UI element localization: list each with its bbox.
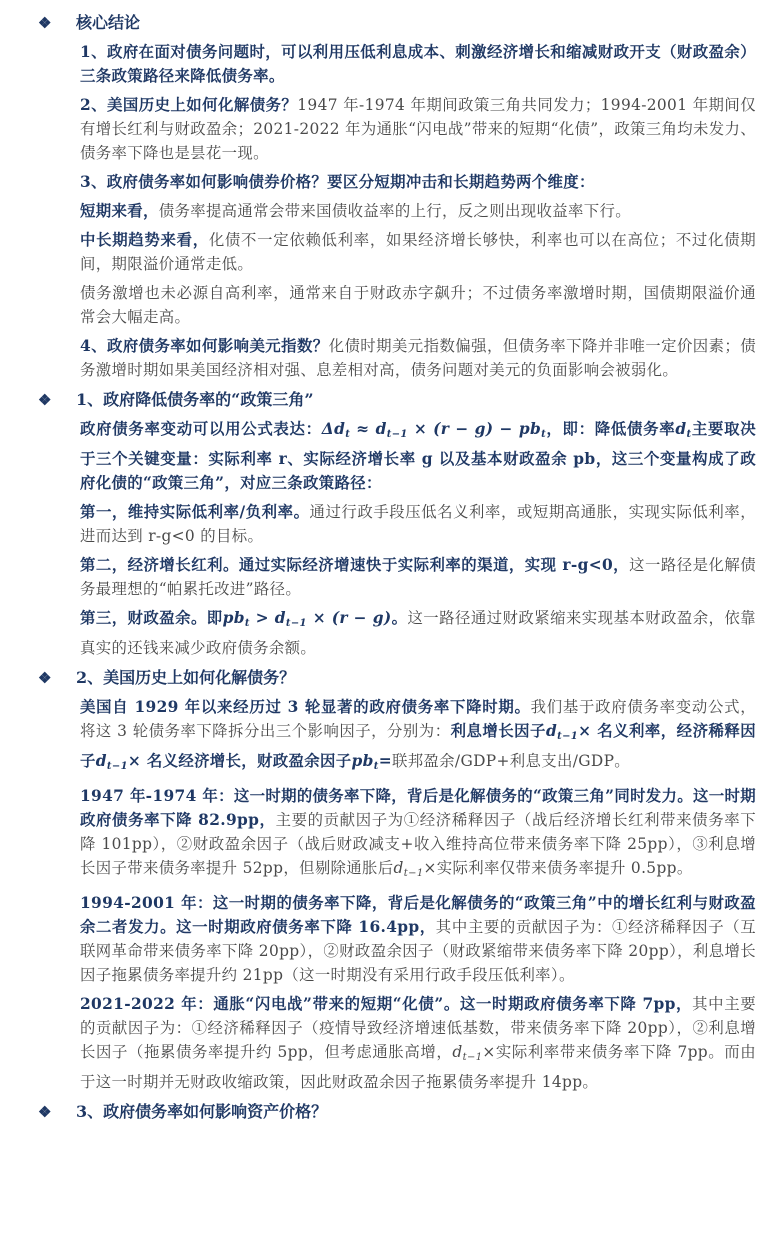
body-text: 我们基于政府债务率变动公式，将这 3 轮债务率下降拆分出三个影响因子，分别为： xyxy=(80,698,756,740)
section-heading-text: 3、政府债务率如何影响资产价格？ xyxy=(76,1102,328,1121)
bold-text: 政府债务率变动可以用公式表达： xyxy=(80,420,322,438)
bold-text: 2021-2022 年：通胀“闪电战”带来的短期“化债”。这一时期政府债务率下降 7pp， xyxy=(80,995,693,1013)
body-text: 化债时期美元指数偏强，但债务率下降并非唯一定价因素；债务激增时期如果美国经济相对强、息差相对高，债务问题对美元的负面影响会被弱化。 xyxy=(80,337,757,379)
bold-text: 。 xyxy=(391,609,408,627)
section-heading xyxy=(40,1099,756,1125)
paragraph xyxy=(80,199,756,223)
formula: $pb_t$ xyxy=(351,752,379,772)
body-text: 联邦盈余/GDP+利息支出/GDP。 xyxy=(391,752,631,770)
paragraph xyxy=(80,93,756,165)
paragraph xyxy=(80,695,756,779)
bold-text: 主要取决于三个关键变量：实际利率 r、实际经济增长率 g 以及基本财政盈余 pb，这三个变量构成了政府化债的“政策三角”，对应三条政策路径： xyxy=(80,420,756,492)
formula: $d_{t-1}$ xyxy=(545,722,579,742)
formula: $d_{t-1}$ xyxy=(452,1043,483,1063)
formula: $d_{t-1}$ xyxy=(393,859,424,879)
formula: $\Delta d_t \approx d_{t-1} \times (r - g) - pb_t$ xyxy=(321,420,547,440)
paragraph xyxy=(80,334,756,382)
bold-text: 短期来看， xyxy=(80,202,159,220)
body-text: 债务率提高通常会带来国债收益率的上行，反之则出现收益率下行。 xyxy=(158,202,631,220)
paragraph xyxy=(80,228,756,276)
paragraph xyxy=(80,170,756,194)
bold-text: 2、美国历史上如何化解债务？ xyxy=(80,96,298,114)
bold-text: ，即：降低债务率 xyxy=(546,420,676,438)
paragraph xyxy=(80,417,756,495)
formula: $d_{t-1}$ xyxy=(95,752,128,772)
paragraph xyxy=(80,281,756,329)
bold-text: × 名义经济增长，财政盈余因子 xyxy=(127,752,352,770)
body-text: 其中主要的贡献因子为：①经济稀释因子（互联网革命带来债务率下降 20pp），②财政盈余因子（财政紧缩带来债务率下降 20pp），利息增长因子拖累债务率提升约 21pp（这一时期没有采用行政手段压低利率）。 xyxy=(80,918,756,984)
section-heading xyxy=(40,10,756,36)
body-text: 债务激增也未必源自高利率，通常来自于财政赤字飙升；不过债务率激增时期，国债期限溢价通常会大幅走高。 xyxy=(80,284,756,326)
paragraph xyxy=(80,553,756,601)
bold-text: 利息增长因子 xyxy=(450,722,546,740)
formula: $d_t$ xyxy=(675,420,692,440)
paragraph xyxy=(80,500,756,548)
bold-text: 中长期趋势来看， xyxy=(80,231,209,249)
bold-text: 3、政府债务率如何影响债券价格？要区分短期冲击和长期趋势两个维度： xyxy=(80,173,595,191)
body-text: 主要的贡献因子为①经济稀释因子（战后经济增长红利带来债务率下降 101pp），②财政盈余因子（战后财政减支+收入维持高位带来债务率下降 25pp），③利息增长因子带来债务率提升 52pp，但剔除通胀后 xyxy=(80,811,756,877)
bold-text: 第一，维持实际低利率/负利率。 xyxy=(80,503,310,521)
diamond-bullet-icon: ❖ xyxy=(38,669,52,687)
body-text: 通过行政手段压低名义利率，或短期高通胀，实现实际低利率，进而达到 r-g<0 的目标。 xyxy=(80,503,756,545)
section-heading-text: 1、政府降低债务率的“政策三角” xyxy=(76,390,314,409)
bold-text: 第二，经济增长红利。通过实际经济增速快于实际利率的渠道，实现 r-g<0， xyxy=(80,556,630,574)
body-text: 1947 年-1974 年期间政策三角共同发力；1994-2001 年期间仅有增长红利与财政盈余；2021-2022 年为通胀“闪电战”带来的短期“化债”，政策三角均未发力、债务率下降也是昙花一现。 xyxy=(80,96,757,162)
bold-text: 第三，财政盈余。即 xyxy=(80,609,223,627)
paragraph xyxy=(80,784,756,886)
bold-text: 1947 年-1974 年：这一时期的债务率下降，背后是化解债务的“政策三角”同时发力。这一时期政府债务率下降 82.9pp， xyxy=(80,787,756,829)
body-text: 其中主要的贡献因子为：①经济稀释因子（疫情导致经济增速低基数，带来债务率下降 20pp），②利息增长因子（拖累债务率提升约 5pp，但考虑通胀高增， xyxy=(80,995,756,1061)
body-text: ×实际利率仅带来债务率提升 0.5pp。 xyxy=(423,859,693,877)
section-heading-text: 核心结论 xyxy=(76,13,141,32)
section-heading xyxy=(40,665,756,691)
bold-text: = xyxy=(378,752,392,770)
body-text: 化债不一定依赖低利率，如果经济增长够快，利率也可以在高位；不过化债期间，期限溢价通常走低。 xyxy=(80,231,756,273)
body-text: ×实际利率带来债务率下降 7pp。而由于这一时期并无财政收缩政策，因此财政盈余因子拖累债务率提升 14pp。 xyxy=(80,1043,757,1091)
bold-text: 4、政府债务率如何影响美元指数？ xyxy=(80,337,329,355)
diamond-bullet-icon: ❖ xyxy=(38,14,52,32)
diamond-bullet-icon: ❖ xyxy=(38,391,52,409)
section-heading-text: 2、美国历史上如何化解债务？ xyxy=(76,668,296,687)
paragraph xyxy=(80,606,756,660)
paragraph xyxy=(80,992,756,1094)
section-heading xyxy=(40,387,756,413)
formula: $pb_t > d_{t-1} \times (r - g)$ xyxy=(222,609,392,629)
paragraph xyxy=(80,40,756,88)
body-text: 这一路径通过财政紧缩来实现基本财政盈余，依靠真实的还钱来减少政府债务余额。 xyxy=(80,609,756,657)
bold-text: 美国自 1929 年以来经历过 3 轮显著的政府债务率下降时期。 xyxy=(80,698,531,716)
body-text: 这一路径是化解债务最理想的“帕累托改进”路径。 xyxy=(80,556,756,598)
paragraph xyxy=(80,891,756,987)
bold-text: 1994-2001 年：这一时期的债务率下降，背后是化解债务的“政策三角”中的增长红利与财政盈余二者发力。这一时期政府债务率下降 16.4pp， xyxy=(80,894,756,936)
bold-text: × 名义利率，经济稀释因子 xyxy=(80,722,756,770)
diamond-bullet-icon: ❖ xyxy=(38,1103,52,1121)
bold-text: 1、政府在面对债务问题时，可以利用压低利息成本、刺激经济增长和缩减财政开支（财政盈余）三条政策路径来降低债务率。 xyxy=(80,43,756,85)
